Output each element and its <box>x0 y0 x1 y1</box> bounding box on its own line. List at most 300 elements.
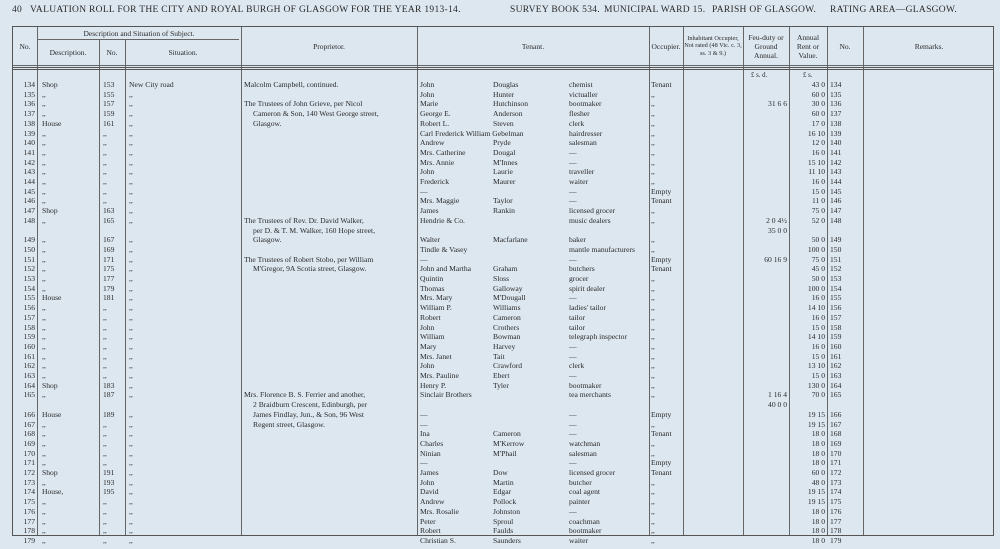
cell-num: ,, <box>103 341 107 351</box>
cell-ts: Pryde <box>493 138 511 148</box>
cell-desc: Shop <box>42 206 58 216</box>
cell-occ: — <box>569 371 577 380</box>
cell-num: 179 <box>103 283 115 293</box>
table-row <box>13 255 995 265</box>
cell-no2: 142 <box>830 157 842 167</box>
survey-book: SURVEY BOOK 534. <box>510 5 600 15</box>
cell-tf: Tindle & Vasey <box>420 244 468 254</box>
cell-no: 150 <box>23 244 35 254</box>
proprietor-line: Glasgow. <box>253 235 282 245</box>
cell-no2: 163 <box>830 371 842 380</box>
cell-ts: Tait <box>493 351 505 361</box>
table-row <box>13 449 995 459</box>
cell-rent: 11 10 <box>808 167 825 177</box>
cell-occupier: ,, <box>651 322 655 332</box>
cell-rent: 48 0 <box>811 477 825 487</box>
cell-ts: Maurer <box>493 177 516 186</box>
cell-rent: 18 0 <box>811 526 825 536</box>
cell-occ: chemist <box>569 80 593 89</box>
cell-num: ,, <box>103 429 107 439</box>
cell-rent: 18 0 <box>811 535 825 545</box>
page-header <box>12 5 992 21</box>
cell-sit: ,, <box>129 332 133 342</box>
cell-no2: 144 <box>830 177 842 186</box>
proprietor-line: Regent street, Glasgow. <box>253 419 326 429</box>
cell-desc: Shop <box>42 468 58 477</box>
cell-no: 155 <box>23 293 35 303</box>
cell-no2: 149 <box>830 235 842 245</box>
cell-num: ,, <box>103 438 107 448</box>
cell-occ: hairdresser <box>569 128 603 138</box>
cell-occ: — <box>569 409 577 419</box>
cell-num: 155 <box>103 89 115 99</box>
cell-sit: ,, <box>129 341 133 351</box>
cell-no2: 155 <box>830 293 842 303</box>
cell-sit: ,, <box>129 196 133 206</box>
cell-rent: 75 0 <box>811 206 825 216</box>
cell-sit: ,, <box>129 283 133 293</box>
cell-occ: spirit dealer <box>569 283 606 293</box>
table-row <box>13 458 995 468</box>
table-row <box>13 478 995 488</box>
cell-tf: Sinclair Brothers <box>420 390 472 400</box>
cell-desc: ,, <box>42 274 46 283</box>
cell-no: 156 <box>23 303 35 313</box>
cell-no: 174 <box>23 487 35 497</box>
cell-rent: 60 0 <box>811 109 825 119</box>
cell-rent: 16 0 <box>811 293 825 303</box>
cell-no2: 141 <box>830 147 842 157</box>
table-row <box>13 293 995 303</box>
cell-tf: John <box>420 167 435 177</box>
cell-sit: ,, <box>129 303 133 313</box>
cell-occ: salesman <box>569 448 597 458</box>
cell-occupier: Empty <box>651 409 672 419</box>
cell-ts: Sproul <box>493 516 514 526</box>
cell-occ: grocer <box>569 274 589 283</box>
cell-num: ,, <box>103 186 107 196</box>
table-row <box>13 226 995 236</box>
cell-no: 158 <box>23 322 35 332</box>
cell-num: 195 <box>103 487 115 497</box>
cell-ts: Williams <box>493 303 521 313</box>
col-no: No. <box>19 41 31 51</box>
cell-occ: bootmaker <box>569 380 602 390</box>
cell-no2: 175 <box>830 497 842 507</box>
cell-num: ,, <box>103 419 107 429</box>
cell-no: 177 <box>23 516 35 526</box>
cell-no2: 138 <box>830 118 842 128</box>
cell-num: ,, <box>103 516 107 526</box>
cell-rent: 17 0 <box>811 118 825 128</box>
cell-rent: 15 10 <box>807 157 825 167</box>
cell-desc: ,, <box>42 167 46 177</box>
cell-occ: tea merchants <box>569 390 611 400</box>
cell-ts: Crawford <box>493 361 523 371</box>
cell-no: 152 <box>23 264 35 274</box>
cell-occupier: ,, <box>651 293 655 303</box>
cell-ts: Laurie <box>493 167 513 177</box>
cell-tf: Hendrie & Co. <box>420 215 465 225</box>
cell-desc: ,, <box>42 332 46 342</box>
proprietor-line: 2 Braidburn Crescent, Edinburgh, per <box>253 400 368 410</box>
cell-no2: 158 <box>830 322 842 332</box>
cell-tf: Christian S. <box>420 535 456 545</box>
cell-occ: clerk <box>569 118 585 128</box>
cell-ts: Sloss <box>493 274 510 283</box>
cell-tf: — <box>420 419 428 429</box>
cell-rent: 18 0 <box>811 506 825 516</box>
cell-no: 147 <box>23 206 35 216</box>
cell-tf: Carl Frederick William Gebelman <box>420 128 524 138</box>
table-row <box>13 487 995 497</box>
cell-desc: ,, <box>42 341 46 351</box>
table-row <box>13 381 995 391</box>
cell-rent: 11 0 <box>811 196 825 206</box>
page-number: 40 <box>12 5 23 15</box>
cell-num: 167 <box>103 235 115 245</box>
cell-sit: ,, <box>129 264 133 274</box>
cell-no: 179 <box>23 535 35 545</box>
cell-desc: ,, <box>42 215 46 225</box>
cell-no2: 161 <box>830 351 842 361</box>
table-row <box>13 371 995 381</box>
cell-sit: ,, <box>129 206 133 216</box>
cell-no: 140 <box>23 138 35 148</box>
cell-no2: 179 <box>830 535 842 545</box>
cell-sit: ,, <box>129 293 133 303</box>
cell-occupier: Tenant <box>651 429 672 439</box>
cell-desc: ,, <box>42 361 46 371</box>
cell-occ: butcher <box>569 477 592 487</box>
cell-tf: James <box>420 468 439 477</box>
cell-occupier: ,, <box>651 516 655 526</box>
cell-no: 173 <box>23 477 35 487</box>
table-row <box>13 167 995 177</box>
cell-rent: 75 0 <box>811 254 825 264</box>
cell-no: 142 <box>23 157 35 167</box>
cell-num: 171 <box>103 254 115 264</box>
cell-tf: Peter <box>420 516 436 526</box>
cell-rent: 18 0 <box>811 438 825 448</box>
cell-rent: 45 0 <box>811 264 825 274</box>
cell-num: 181 <box>103 293 115 303</box>
cell-sit: ,, <box>129 128 133 138</box>
cell-tf: Mrs. Rosalie <box>420 506 459 516</box>
cell-no2: 134 <box>830 80 842 89</box>
cell-sit: ,, <box>129 215 133 225</box>
cell-sit: ,, <box>129 477 133 487</box>
cell-rent: 130 0 <box>807 380 825 390</box>
proprietor-line: The Trustees of Rev. Dr. David Walker, <box>244 215 364 225</box>
cell-tf: William P. <box>420 303 452 313</box>
cell-ts: Martin <box>493 477 514 487</box>
cell-desc: ,, <box>42 138 46 148</box>
cell-rent: 16 0 <box>811 312 825 322</box>
table-row <box>13 284 995 294</box>
cell-occupier: ,, <box>651 506 655 516</box>
cell-occ: waiter <box>569 177 588 186</box>
cell-no2: 160 <box>830 341 842 351</box>
cell-desc: ,, <box>42 244 46 254</box>
cell-no2: 154 <box>830 283 842 293</box>
cell-occupier: Empty <box>651 458 672 468</box>
col-tenant: Tenant. <box>521 41 545 51</box>
cell-num: 169 <box>103 244 115 254</box>
cell-sit: ,, <box>129 322 133 332</box>
cell-desc: Shop <box>42 380 58 390</box>
col-number: No. <box>106 47 118 57</box>
table-row <box>13 497 995 507</box>
cell-no: 170 <box>23 448 35 458</box>
cell-occupier: ,, <box>651 390 655 400</box>
cell-desc: ,, <box>42 128 46 138</box>
proprietor-line: M'Gregor, 9A Scotia street, Glasgow. <box>253 264 367 274</box>
cell-ts: Steven <box>493 118 514 128</box>
cell-feu: 2 0 4½ <box>766 215 787 225</box>
cell-desc: ,, <box>42 283 46 293</box>
cell-rent: 18 0 <box>811 516 825 526</box>
cell-occupier: ,, <box>651 235 655 245</box>
cell-no: 146 <box>23 196 35 206</box>
cell-num: ,, <box>103 303 107 313</box>
cell-desc: ,, <box>42 477 46 487</box>
cell-occupier: ,, <box>651 361 655 371</box>
cell-sit: ,, <box>129 497 133 507</box>
cell-no2: 162 <box>830 361 842 371</box>
cell-sit: ,, <box>129 186 133 196</box>
table-row <box>13 323 995 333</box>
col-description: Description. <box>49 47 87 57</box>
cell-occ: telegraph inspector <box>569 332 627 342</box>
cell-tf: Walter <box>420 235 441 245</box>
cell-rent: 12 0 <box>811 138 825 148</box>
cell-no2: 167 <box>830 419 842 429</box>
cell-occupier: ,, <box>651 332 655 342</box>
cell-num: ,, <box>103 458 107 468</box>
table-row <box>13 90 995 100</box>
cell-no2: 137 <box>830 109 842 119</box>
cell-desc: ,, <box>42 157 46 167</box>
cell-tf: Robert L. <box>420 118 450 128</box>
cell-rent: 19 15 <box>807 487 825 497</box>
cell-rent: 18 0 <box>811 448 825 458</box>
cell-occ: — <box>569 157 577 167</box>
cell-num: 175 <box>103 264 115 274</box>
cell-occupier: ,, <box>651 274 655 283</box>
cell-no: 164 <box>23 380 35 390</box>
cell-sit: ,, <box>129 147 133 157</box>
cell-num: ,, <box>103 312 107 322</box>
cell-sit: ,, <box>129 274 133 283</box>
cell-occupier: ,, <box>651 99 655 109</box>
cell-rent: 15 0 <box>811 351 825 361</box>
cell-rent: 50 0 <box>811 274 825 283</box>
cell-occ: salesman <box>569 138 597 148</box>
cell-occ: victualler <box>569 89 598 99</box>
cell-rent: 19 15 <box>807 419 825 429</box>
cell-no: 160 <box>23 341 35 351</box>
cell-occ: tailor <box>569 312 586 322</box>
cell-no: 139 <box>23 128 35 138</box>
cell-sit: ,, <box>129 244 133 254</box>
cell-sit: ,, <box>129 89 133 99</box>
cell-no2: 169 <box>830 438 842 448</box>
cell-occ: baker <box>569 235 586 245</box>
cell-tf: Robert <box>420 526 441 536</box>
cell-sit: ,, <box>129 526 133 536</box>
cell-desc: ,, <box>42 303 46 313</box>
table-row <box>13 429 995 439</box>
cell-ts: Anderson <box>493 109 523 119</box>
cell-no: 135 <box>23 89 35 99</box>
cell-no2: 143 <box>830 167 842 177</box>
cell-ts: Taylor <box>493 196 513 206</box>
cell-no2: 157 <box>830 312 842 322</box>
cell-sit: ,, <box>129 157 133 167</box>
table-row <box>13 245 995 255</box>
cell-no2: 176 <box>830 506 842 516</box>
cell-rent: 100 0 <box>807 283 825 293</box>
cell-desc: ,, <box>42 506 46 516</box>
cell-feu: 1 16 4 <box>768 390 787 400</box>
cell-num: 163 <box>103 206 115 216</box>
cell-occupier: ,, <box>651 438 655 448</box>
parish: PARISH OF GLASGOW. <box>712 5 817 15</box>
cell-desc: ,, <box>42 390 46 400</box>
cell-tf: Ina <box>420 429 430 439</box>
cell-no: 145 <box>23 186 35 196</box>
cell-desc: ,, <box>42 448 46 458</box>
cell-occ: ladies' tailor <box>569 303 607 313</box>
cell-occupier: ,, <box>651 303 655 313</box>
cell-num: ,, <box>103 147 107 157</box>
cell-sit: ,, <box>129 409 133 419</box>
cell-tf: Marie <box>420 99 439 109</box>
cell-no: 171 <box>23 458 35 468</box>
cell-occ: — <box>569 351 577 361</box>
cell-no: 172 <box>23 468 35 477</box>
cell-num: ,, <box>103 361 107 371</box>
cell-tf: Mrs. Mary <box>420 293 453 303</box>
cell-no2: 172 <box>830 468 842 477</box>
cell-desc: Shop <box>42 80 58 89</box>
cell-num: ,, <box>103 322 107 332</box>
cell-occupier: ,, <box>651 371 655 380</box>
cell-occ: butchers <box>569 264 595 274</box>
cell-occ: — <box>569 458 577 468</box>
table-row <box>13 99 995 109</box>
cell-desc: ,, <box>42 497 46 507</box>
cell-no2: 174 <box>830 487 842 497</box>
cell-num: 157 <box>103 99 115 109</box>
cell-desc: ,, <box>42 535 46 545</box>
cell-occupier: ,, <box>651 215 655 225</box>
rent-money-head: £ s. <box>803 72 813 79</box>
cell-ts: Macfarlane <box>493 235 528 245</box>
cell-occupier: ,, <box>651 147 655 157</box>
cell-tf: John and Martha <box>420 264 472 274</box>
table-row <box>13 468 995 478</box>
cell-sit: ,, <box>129 468 133 477</box>
cell-no2: 178 <box>830 526 842 536</box>
roll-title: VALUATION ROLL FOR THE CITY AND ROYAL BURGH OF GLASGOW FOR THE YEAR 1913-14. <box>30 5 461 15</box>
table-row <box>13 148 995 158</box>
cell-sit: ,, <box>129 390 133 400</box>
proprietor-line: Mrs. Florence B. S. Ferrier and another, <box>244 390 366 400</box>
cell-no2: 139 <box>830 128 842 138</box>
cell-sit: ,, <box>129 361 133 371</box>
cell-tf: Ninian <box>420 448 441 458</box>
cell-occ: — <box>569 196 577 206</box>
cell-occupier: Empty <box>651 186 672 196</box>
cell-desc: House <box>42 118 62 128</box>
col-inhabitant: Inhabitant Occupier, Not rated (48 Vic. c. 3, ss. 3 & 9.) <box>684 34 742 57</box>
cell-no: 161 <box>23 351 35 361</box>
cell-desc: ,, <box>42 371 46 380</box>
municipal-ward: MUNICIPAL WARD 15. <box>604 5 706 15</box>
cell-tf: Robert <box>420 312 441 322</box>
cell-occupier: ,, <box>651 128 655 138</box>
cell-num: ,, <box>103 167 107 177</box>
table-row <box>13 119 995 129</box>
cell-sit: ,, <box>129 516 133 526</box>
cell-desc: ,, <box>42 99 46 109</box>
table-row <box>13 129 995 139</box>
cell-desc: House <box>42 293 62 303</box>
cell-desc: ,, <box>42 516 46 526</box>
table-row <box>13 536 995 546</box>
cell-feu: 60 16 9 <box>764 254 787 264</box>
table-row <box>13 274 995 284</box>
cell-occupier: Empty <box>651 254 672 264</box>
cell-occupier: ,, <box>651 526 655 536</box>
cell-desc: ,, <box>42 322 46 332</box>
cell-no: 165 <box>23 390 35 400</box>
cell-rent: 70 0 <box>811 390 825 400</box>
cell-no2: 153 <box>830 274 842 283</box>
cell-feu: 35 0 0 <box>768 225 787 235</box>
cell-desc: ,, <box>42 429 46 439</box>
cell-num: ,, <box>103 157 107 167</box>
cell-sit: ,, <box>129 177 133 186</box>
table-row <box>13 80 995 90</box>
cell-num: 183 <box>103 380 115 390</box>
cell-no: 138 <box>23 118 35 128</box>
rating-area: RATING AREA—GLASGOW. <box>830 5 958 15</box>
table-row <box>13 507 995 517</box>
cell-sit: ,, <box>129 506 133 516</box>
cell-desc: ,, <box>42 254 46 264</box>
cell-no2: 166 <box>830 409 842 419</box>
cell-rent: 19 15 <box>807 497 825 507</box>
cell-desc: House <box>42 409 62 419</box>
cell-rent: 13 10 <box>807 361 825 371</box>
cell-occ: — <box>569 419 577 429</box>
cell-no2: 177 <box>830 516 842 526</box>
cell-no2: 146 <box>830 196 842 206</box>
col-feu: Feu-duty or Ground Annual. <box>748 32 784 60</box>
cell-num: ,, <box>103 526 107 536</box>
cell-occupier: ,, <box>651 244 655 254</box>
cell-no2: 152 <box>830 264 842 274</box>
cell-occupier: Tenant <box>651 264 672 274</box>
cell-rent: 100 0 <box>807 244 825 254</box>
cell-tf: — <box>420 458 428 468</box>
cell-no: 143 <box>23 167 35 177</box>
cell-occ: licensed grocer <box>569 468 616 477</box>
valuation-table <box>12 26 994 545</box>
